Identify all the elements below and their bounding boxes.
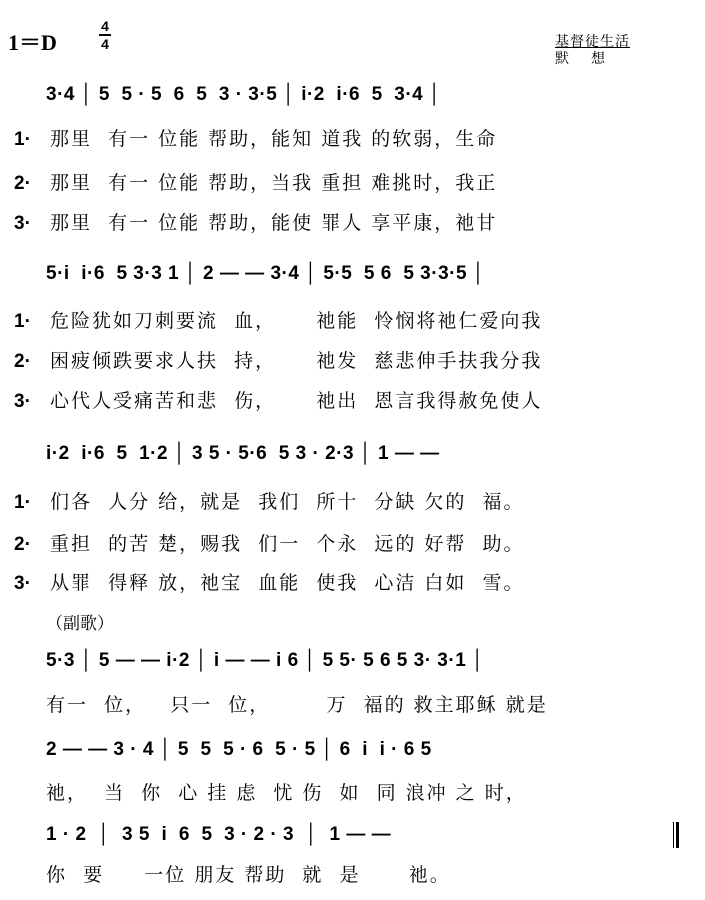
- verse-number: 3·: [14, 573, 31, 594]
- chorus-lyrics-1: 有一 位， 只一 位， 万 福的 救主耶稣 就是: [46, 694, 548, 716]
- verse-line: [14, 487, 674, 514]
- verse-text: 们各 人分 给，就是 我们 所十 分缺 欠的 福。: [50, 491, 525, 513]
- notation-line-6: 1 · 2 │ 3 5 i 6 5 3 · 2 · 3 │ 1 — —: [46, 824, 392, 845]
- verse-text: 那里 有一 位能 帮助，能知 道我 的软弱，生命: [50, 128, 498, 150]
- final-barline: [673, 822, 679, 848]
- verse-text: 重担 的苦 楚，赐我 们一 个永 远的 好帮 助。: [50, 533, 525, 555]
- verse-text: 心代人受痛苦和悲 伤， 祂出 恩言我得赦免使人: [50, 390, 543, 412]
- verse-text: 危险犹如刀刺要流 血， 祂能 怜悯将祂仁爱向我: [50, 310, 543, 332]
- verse-number: 1·: [14, 492, 31, 513]
- verse-line: [14, 208, 674, 235]
- key-signature: 1＝D: [8, 30, 57, 55]
- verse-number: 3·: [14, 213, 31, 234]
- verse-text: 困疲倾跌要求人扶 持， 祂发 慈悲伸手扶我分我: [50, 350, 543, 372]
- notation-line-3: i·2 i·6 5 1·2 │ 3 5 · 5·6 5 3 · 2·3 │ 1 — —: [46, 443, 440, 464]
- chorus-label: （副歌）: [46, 614, 114, 634]
- credits: [555, 34, 630, 68]
- verse-number: 1·: [14, 129, 31, 150]
- verse-line: [14, 124, 674, 151]
- verse-line: [14, 346, 674, 373]
- composer: 默想: [555, 52, 627, 67]
- chorus-lyrics-3: 你 要 一位 朋友 帮助 就 是 祂。: [46, 864, 451, 886]
- verse-number: 1·: [14, 311, 31, 332]
- verse-number: 2·: [14, 173, 31, 194]
- verse-number: 3·: [14, 391, 31, 412]
- notation-line-5: 2 — — 3 · 4 │ 5 5 5 · 6 5 · 5 │ 6 i i · 6 5: [46, 739, 432, 760]
- verse-number: 2·: [14, 351, 31, 372]
- notation-line-1: 3·4 │ 5 5 · 5 6 5 3 · 3·5 │ i·2 i·6 5 3·4 │: [46, 84, 442, 105]
- verse-line: [14, 529, 674, 556]
- verse-number: 2·: [14, 534, 31, 555]
- chorus-lyrics-2: 祂， 当 你 心 挂 虑 忧 伤 如 同 浪冲 之 时，: [46, 782, 527, 804]
- verse-text: 那里 有一 位能 帮助，当我 重担 难挑时，我正: [50, 172, 498, 194]
- verse-text: 从罪 得释 放，祂宝 血能 使我 心洁 白如 雪。: [50, 572, 525, 594]
- lyricist: 基督徒生活: [555, 35, 630, 50]
- time-signature-bottom: 4: [101, 36, 109, 52]
- verse-text: 那里 有一 位能 帮助，能使 罪人 享平康，祂甘: [50, 212, 498, 234]
- time-signature: [97, 18, 113, 52]
- verse-line: [14, 568, 674, 595]
- time-signature-top: 4: [101, 18, 109, 34]
- verse-line: [14, 168, 674, 195]
- verse-line: [14, 386, 674, 413]
- notation-line-2: 5·i i·6 5 3·3 1 │ 2 — — 3·4 │ 5·5 5 6 5 3·3·5 │: [46, 263, 486, 284]
- notation-line-4: 5·3 │ 5 — — i·2 │ i — — i 6 │ 5 5· 5 6 5 3· 3·1 │: [46, 650, 485, 671]
- verse-line: [14, 306, 674, 333]
